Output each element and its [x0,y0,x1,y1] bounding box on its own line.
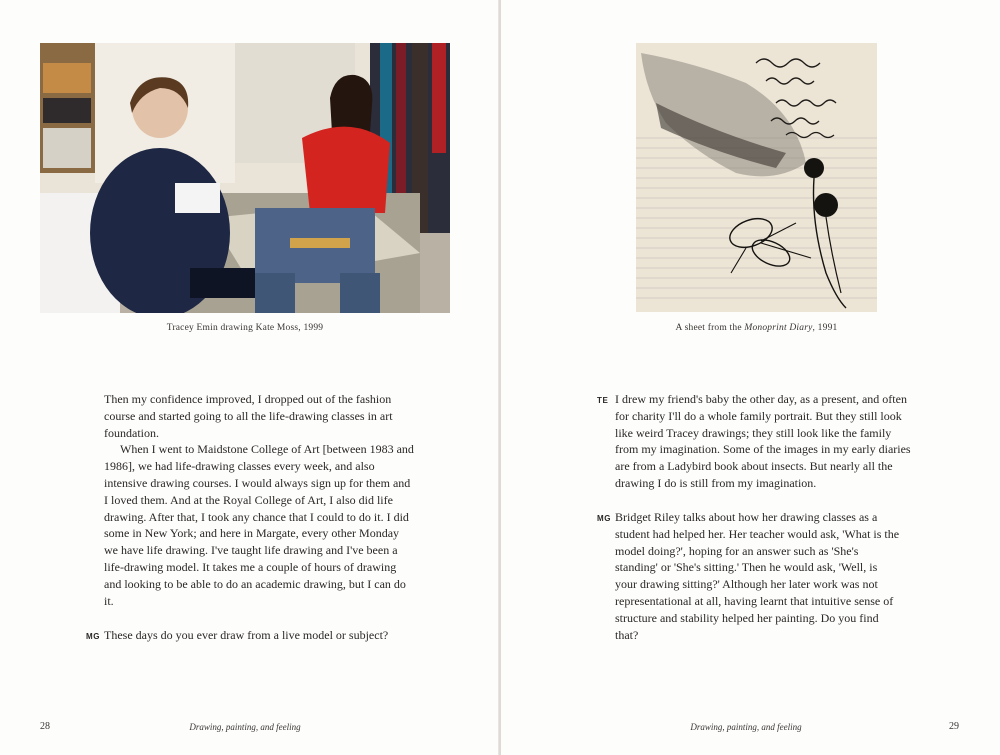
speaker-label: MG [597,514,612,523]
diary-illustration [636,43,877,312]
photo-illustration [40,43,450,313]
photo-emin-drawing-moss [40,43,450,313]
running-footer: Drawing, painting, and feeling [189,722,301,732]
question-text: Bridget Riley talks about how her drawing classes as a student had helped her. Her teacher would ask, 'What is the model doing?', hoping for an answer such as 'She's standing' or 'She's sitting.' Then he would ask, 'Well, is your drawing sitting?' Although her later work was not representational at all, having learnt that intuitive sense of structure and stability helped her painting. Do you find that? [615,510,900,642]
diary-caption [636,323,877,333]
page-number: 29 [949,721,959,732]
diary-caption-title: Monoprint Diary [744,323,813,333]
answer-text: I drew my friend's baby the other day, as a present, and often for charity I'll do a whole family portrait. But they still look like weird Tracey drawings; they still look like the family from my imagination. Some of the images in my early diaries are from a Ladybird book about insects. But nearly all the drawing I do is still from my imagination. [615,392,911,490]
photo-caption: Tracey Emin drawing Kate Moss, 1999 [166,323,324,333]
diary-caption-suffix: , 1991 [812,323,838,333]
body-paragraph: Then my confidence improved, I dropped out of the fashion course and started going to all the life-drawing classes in art foundation. [104,392,393,440]
speaker-label: MG [86,632,101,641]
right-page [501,0,1000,755]
running-footer: Drawing, painting, and feeling [690,722,802,732]
monoprint-diary-image [636,43,877,312]
page-number: 28 [40,721,50,732]
left-page [0,0,499,755]
question-text: These days do you ever draw from a live model or subject? [104,628,389,642]
left-body-text [104,391,414,609]
speaker-label: TE [597,396,609,405]
body-paragraph: When I went to Maidstone College of Art [between 1983 and 1986], we had life-drawing classes every week, and also intensive drawing courses. I would always sign up for them and I loved them. And at the Royal College of Art, I also did life drawing. After that, I took any chance that I could to do it. I did some in New York; and here in Margate, every other Monday we have life drawing. I've taught life drawing and I've been a life-drawing model. It takes me a couple of hours of drawing and looking to be able to do an academic drawing, but I can do it. [104,442,414,608]
diary-caption-prefix: A sheet from the [675,323,745,333]
